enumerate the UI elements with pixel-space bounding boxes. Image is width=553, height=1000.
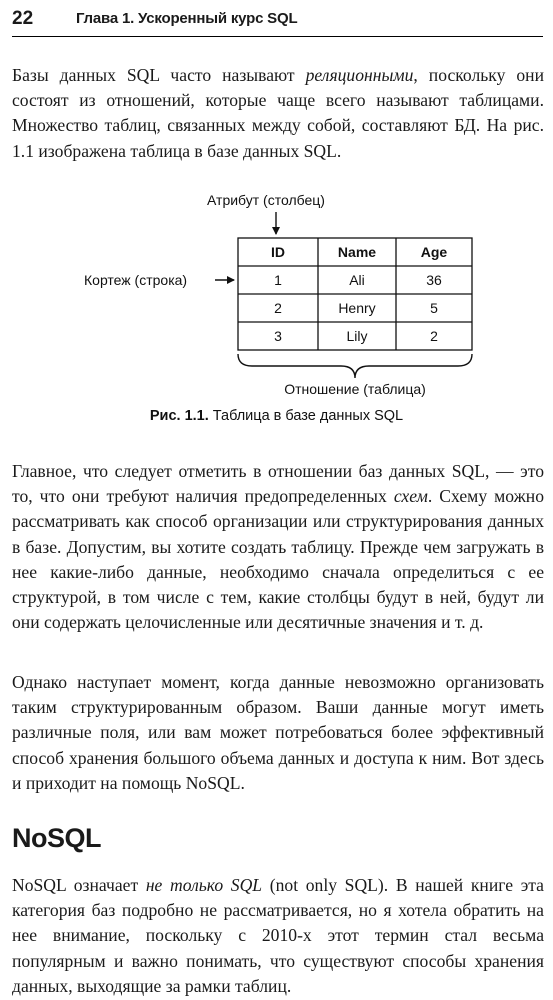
nosql-paragraph [12, 873, 544, 999]
relation-label: Отношение (таблица) [284, 381, 426, 397]
brace-shape [238, 354, 472, 378]
figure-caption [0, 408, 553, 424]
table-cell: Lily [346, 328, 368, 344]
text-run: NoSQL означает [12, 875, 146, 895]
chapter-title: Глава 1. Ускоренный курс SQL [76, 10, 298, 27]
table-cell: 2 [274, 300, 282, 316]
text-run: , поскольку они состоят из отношений, которые чаще всего называют таблицами. Множество таблиц, связанных между собой, составляют БД. На рис. 1.1 изображена таблица в базе данных SQL. [12, 65, 544, 161]
table-cell: 5 [430, 300, 438, 316]
emphasis-schemas: схем [393, 486, 428, 507]
table-cell: 1 [274, 272, 282, 288]
intro-paragraph [12, 63, 544, 164]
table-cell: 36 [426, 272, 442, 288]
table-cell: Ali [349, 272, 365, 288]
table-header-id: ID [271, 244, 285, 260]
caption-text: Таблица в базе данных SQL [208, 408, 404, 424]
text-run: Главное, что следует отметить в отношении баз данных SQL, — это то, что они требуют наличия предопределенных [12, 461, 544, 507]
table-cell: Henry [338, 300, 376, 316]
text-run: Базы данных SQL часто называют [12, 65, 306, 85]
table-header-name: Name [337, 244, 377, 260]
section-heading-nosql: NoSQL [12, 823, 101, 853]
unstructured-paragraph [12, 670, 544, 796]
page-number: 22 [12, 8, 34, 29]
attribute-label: Атрибут (столбец) [207, 192, 325, 208]
figure-sql-table [0, 188, 553, 398]
running-header [12, 6, 543, 37]
caption-number: Рис. 1.1. [149, 408, 209, 424]
emphasis-relational: реляционными [305, 65, 414, 85]
table-cell: 2 [430, 328, 438, 344]
table-cell: 3 [274, 328, 282, 344]
text-run: (not only SQL). В нашей книге эта категория баз подробно не рассматривается, но я хотела обратить на нее внимание, поскольку с 2010-х этот термин стал весьма популярным и важно понимать, что существуют способы хранения данных, выходящие за рамки таблиц. [12, 875, 544, 996]
figure-diagram [0, 188, 553, 398]
text-run: . Схему можно рассматривать как способ организации или структурирования данных в базе. Допустим, вы хотите создать таблицу. Прежде чем загружать в нее какие-либо данные, необходимо сначала определиться с ее структурой, в том числе с тем, какие столбцы будут в ней, будут ли они содержать целочисленные или десятичные значения и т. д. [12, 486, 545, 633]
schema-paragraph [12, 459, 544, 635]
text-run: Однако наступает момент, когда данные невозможно организовать таким структурированным образом. Ваши данные могут иметь различные поля, или вам может потребоваться более эффективный способ хранения большого объема данных и доступа к ним. Вот здесь и приходит на помощь NoSQL. [12, 672, 544, 793]
table-header-age: Age [420, 244, 448, 260]
emphasis-not-only-sql: не только SQL [145, 875, 263, 895]
tuple-label: Кортеж (строка) [84, 272, 188, 288]
